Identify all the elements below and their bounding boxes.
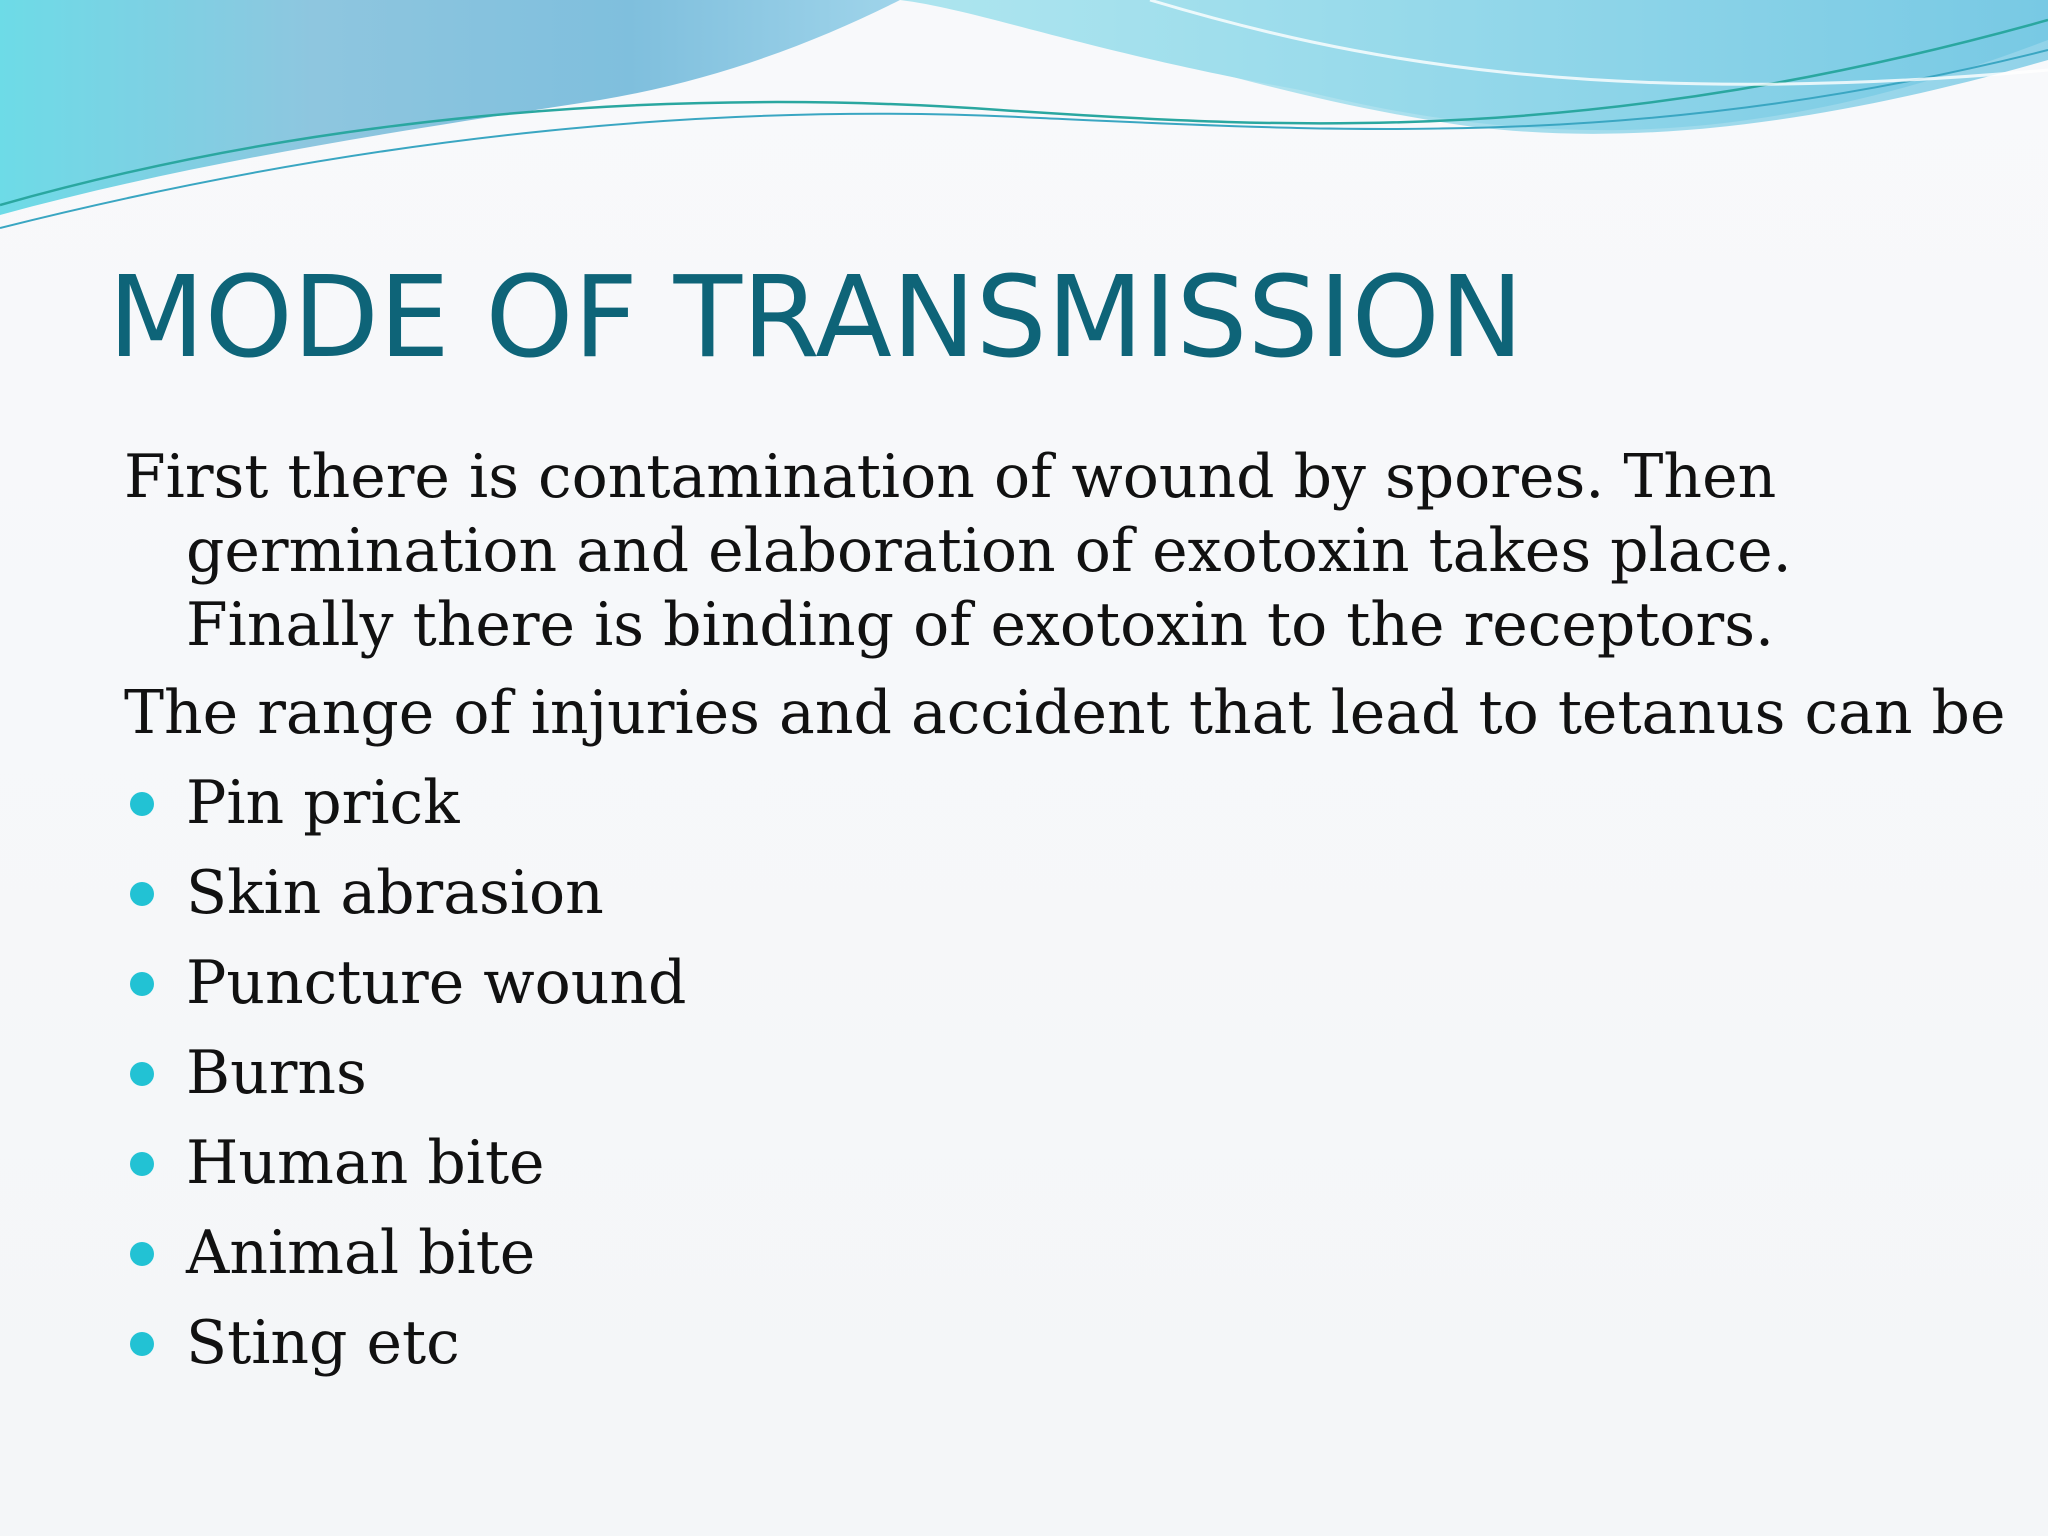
- list-item-label: Pin prick: [186, 768, 460, 838]
- list-item: [124, 938, 2004, 1028]
- bullet-dot-icon: [130, 1152, 154, 1176]
- list-item: [124, 848, 2004, 938]
- list-item: [124, 1118, 2004, 1208]
- list-item: [124, 1298, 2004, 1388]
- list-item: [124, 758, 2004, 848]
- bullet-dot-icon: [130, 1062, 154, 1086]
- list-item-label: Skin abrasion: [186, 858, 604, 928]
- intro-paragraph: First there is contamination of wound by spores. Then germination and elaboration of exotoxin takes place. Finally there is binding of exotoxin to the receptors.: [124, 442, 1792, 660]
- bullet-dot-icon: [130, 1332, 154, 1356]
- bullet-dot-icon: [130, 882, 154, 906]
- list-item: [124, 1208, 2004, 1298]
- list-item-label: Sting etc: [186, 1308, 460, 1378]
- bullet-dot-icon: [130, 1242, 154, 1266]
- slide-body: [124, 440, 2004, 1388]
- list-item-label: Human bite: [186, 1128, 545, 1198]
- list-item: [124, 1028, 2004, 1118]
- bullet-dot-icon: [130, 792, 154, 816]
- list-item-label: Animal bite: [186, 1218, 536, 1288]
- bullet-dot-icon: [130, 972, 154, 996]
- injury-list: [124, 758, 2004, 1388]
- header-wave-decoration: [0, 0, 2048, 240]
- injury-range-paragraph: The range of injuries and accident that lead to tetanus can be: [124, 678, 2006, 748]
- list-item-label: Burns: [186, 1038, 367, 1108]
- slide-title: MODE OF TRANSMISSION: [108, 253, 1524, 383]
- list-item-label: Puncture wound: [186, 948, 687, 1018]
